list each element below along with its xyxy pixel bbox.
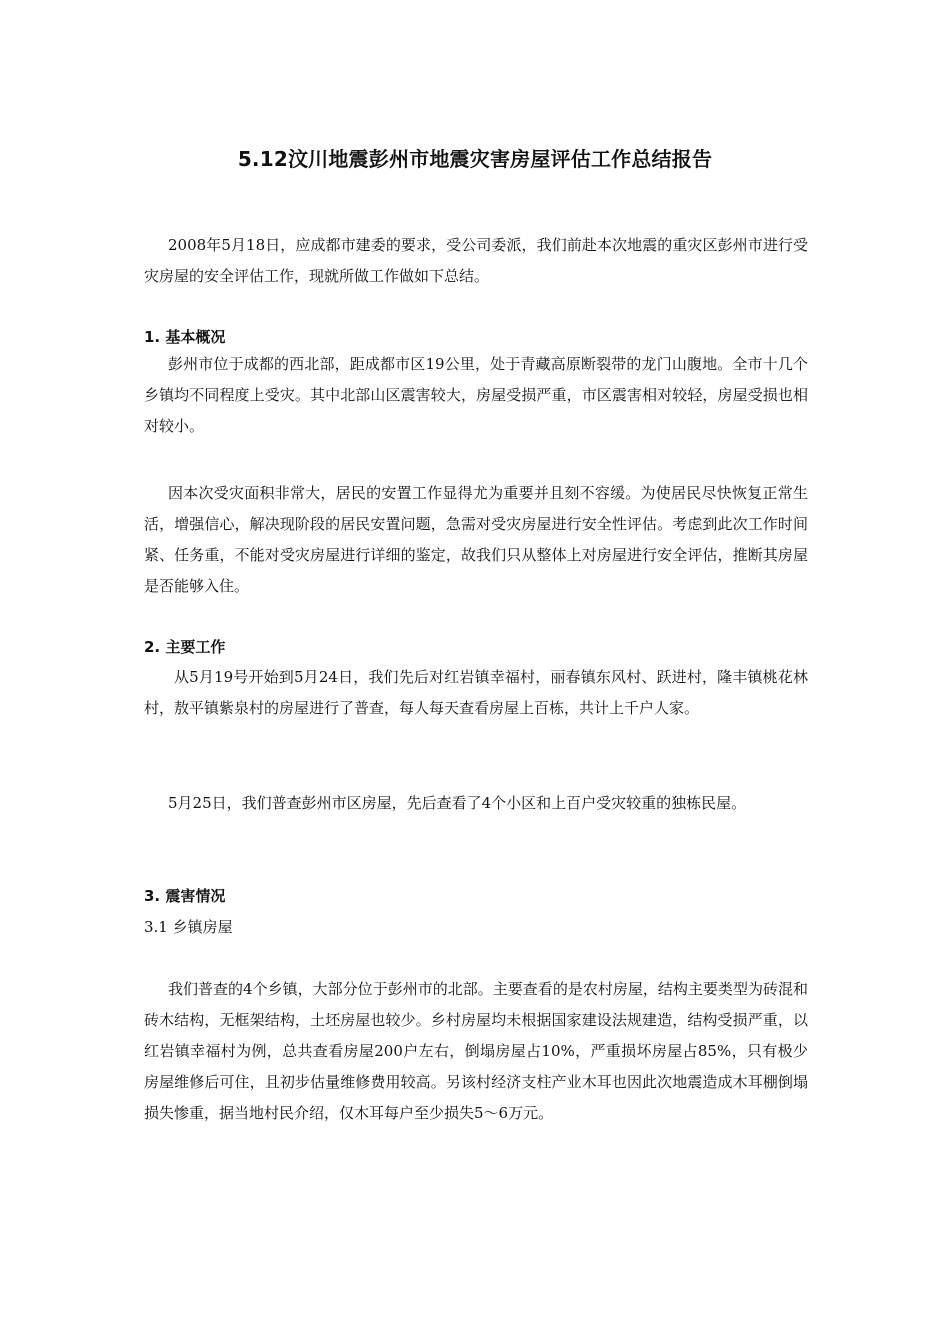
section-3-paragraph-1: 我们普查的4个乡镇，大部分位于彭州市的北部。主要查看的是农村房屋，结构主要类型为砖混和砖木结构，无框架结构，土坯房屋也较少。乡村房屋均未根据国家建设法规建造，结构受损严重，以红岩镇幸福村为例，总共查看房屋200户左右，倒塌房屋占10%，严重损坏房屋占85%，只有极少房屋维修后可住，且初步估量维修费用较高。另该村经济支柱产业木耳也因此次地震造成木耳棚倒塌损失惨重，据当地村民介绍，仅木耳每户至少损失5～6万元。 <box>144 980 808 1122</box>
intro-paragraph: 2008年5月18日，应成都市建委的要求，受公司委派，我们前赴本次地震的重灾区彭州市进行受灾房屋的安全评估工作，现就所做工作做如下总结。 <box>144 236 808 285</box>
section-1-paragraph-2: 因本次受灾面积非常大，居民的安置工作显得尤为重要并且刻不容缓。为使居民尽快恢复正常生活，增强信心，解决现阶段的居民安置问题，急需对受灾房屋进行安全性评估。考虑到此次工作时间紧、任务重，不能对受灾房屋进行详细的鉴定，故我们只从整体上对房屋进行安全评估，推断其房屋是否能够入住。 <box>144 484 808 595</box>
section-2-paragraph-2: 5月25日，我们普查彭州市区房屋，先后查看了4个小区和上百户受灾较重的独栋民屋。 <box>168 794 747 812</box>
section-2-paragraph-1: 从5月19号开始到5月24日，我们先后对红岩镇幸福村，丽春镇东风村、跃进村，隆丰镇桃花林村，敖平镇紫泉村的房屋进行了普查，每人每天查看房屋上百栋，共计上千户人家。 <box>144 668 808 717</box>
section-heading-main-work: 2. 主要工作 <box>144 638 226 656</box>
section-1-paragraph-1: 彭州市位于成都的西北部，距成都市区19公里，处于青藏高原断裂带的龙门山腹地。全市十几个乡镇均不同程度上受灾。其中北部山区震害较大，房屋受损严重，市区震害相对较轻，房屋受损也相对较小。 <box>144 355 808 435</box>
document-title: 5.12汶川地震彭州市地震灾害房屋评估工作总结报告 <box>237 147 713 171</box>
section-heading-damage: 3. 震害情况 <box>144 887 226 905</box>
section-heading-basic-overview: 1. 基本概况 <box>144 328 226 346</box>
subsection-heading-township-houses: 3.1 乡镇房屋 <box>144 918 233 936</box>
